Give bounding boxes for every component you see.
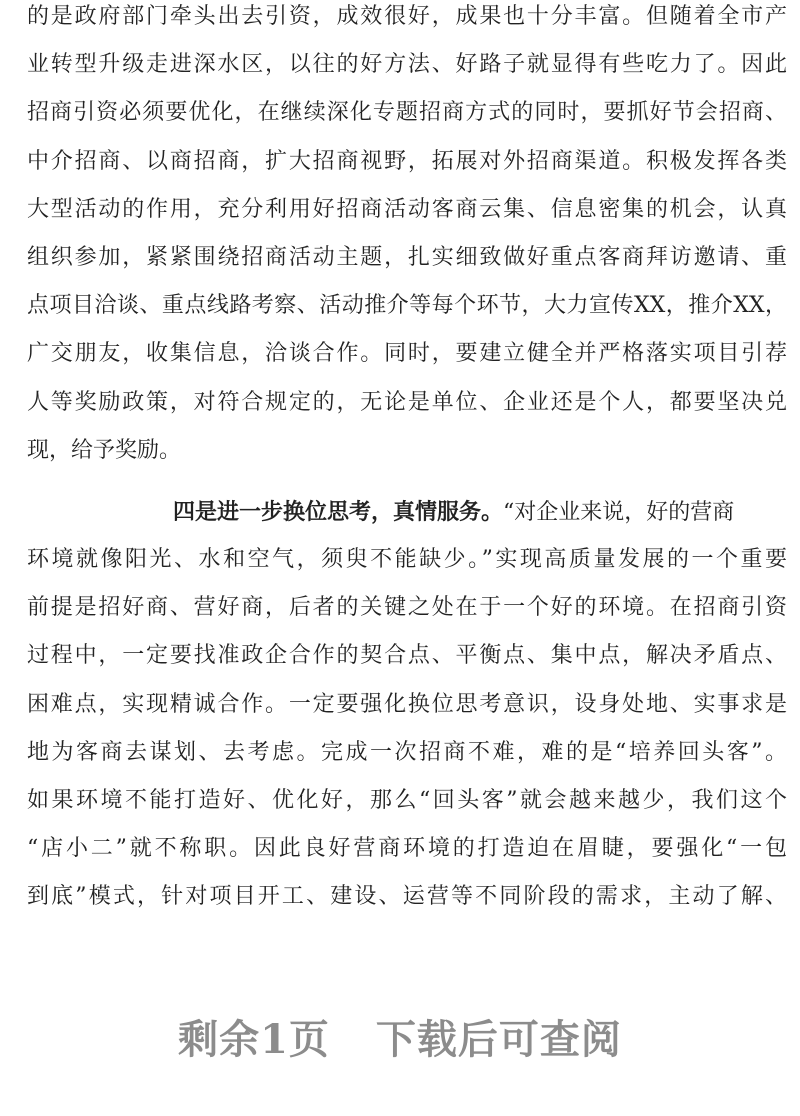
paragraph-2-first-line	[27, 495, 787, 543]
text-line: 的是政府部门牵头出去引资，成效很好，成果也十分丰富。但随着全市产	[27, 4, 787, 29]
text-line: 组织参加，紧紧围绕招商活动主题，扎实细致做好重点客商拜访邀请、重	[27, 244, 787, 270]
document-body	[27, 0, 787, 929]
text-line: 大型活动的作用，充分利用好招商活动客商云集、信息密集的机会，认真	[27, 196, 787, 222]
download-banner[interactable]	[0, 1010, 800, 1070]
text-line: “店小二”就不称职。因此良好营商环境的打造迫在眉睫，要强化“一包	[27, 836, 787, 862]
text-line: 人等奖励政策，对符合规定的，无论是单位、企业还是个人，都要坚决兑	[27, 389, 787, 415]
text-line: 前提是招好商、营好商，后者的关键之处在于一个好的环境。在招商引资	[27, 595, 787, 621]
text-line: 招商引资必须要优化，在继续深化专题招商方式的同时，要抓好节会招商、	[27, 100, 787, 126]
text-line: 点项目洽谈、重点线路考察、活动推介等每个环节，大力宣传XX，推介XX，	[27, 293, 787, 319]
text-run: “对企业来说，好的营商	[503, 499, 735, 525]
text-line: 现，给予奖励。	[27, 437, 182, 463]
paragraph-heading: 四是进一步换位思考，真情服务。	[173, 498, 504, 525]
paragraph-1	[27, 0, 787, 482]
text-line: 中介招商、以商招商，扩大招商视野，拓展对外招商渠道。积极发挥各类	[27, 148, 787, 174]
text-line: 如果环境不能打造好、优化好，那么“回头客”就会越来越少，我们这个	[27, 788, 787, 813]
text-line: 业转型升级走进深水区，以往的好方法、好路子就显得有些吃力了。因此	[27, 52, 787, 78]
text-line: 地为客商去谋划、去考虑。完成一次招商不难，难的是“培养回头客”。	[27, 739, 787, 765]
text-line: 环境就像阳光、水和空气，须臾不能缺少。”实现高质量发展的一个重要	[27, 547, 787, 573]
text-line: 困难点，实现精诚合作。一定要强化换位思考意识，设身处地、实事求是	[27, 691, 787, 717]
paragraph-spacer	[27, 482, 787, 495]
text-line: 广交朋友，收集信息，洽谈合作。同时，要建立健全并严格落实项目引荐	[27, 341, 787, 367]
paragraph-2	[27, 495, 787, 929]
remaining-pages-label: 剩余1页	[178, 1016, 330, 1063]
text-line: 过程中，一定要找准政企合作的契合点、平衡点、集中点，解决矛盾点、	[27, 643, 787, 669]
download-hint-label: 下载后可查阅	[375, 1016, 622, 1063]
text-line: 到底”模式，针对项目开工、建设、运营等不同阶段的需求，主动了解、	[27, 884, 787, 910]
